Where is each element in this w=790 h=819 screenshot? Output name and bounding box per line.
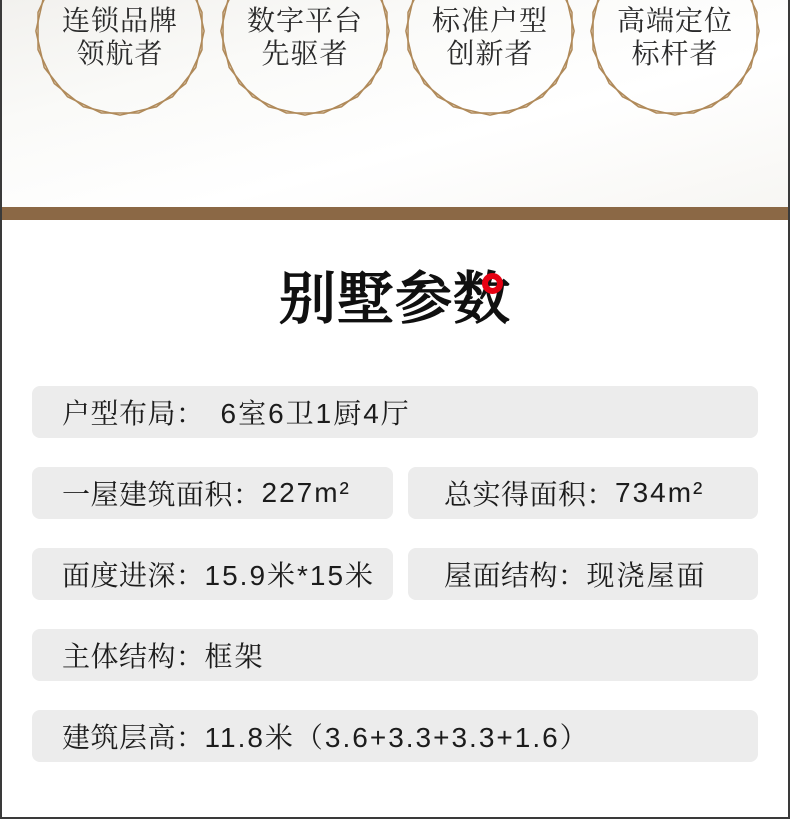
param-row-dimensions xyxy=(32,548,758,600)
badge-line1: 标准户型 xyxy=(431,5,548,36)
param-box-roof xyxy=(408,548,758,600)
badges-section xyxy=(2,0,788,207)
param-label: 面度进深： xyxy=(62,560,205,591)
param-label: 建筑层高： xyxy=(62,722,205,753)
param-box-total-area xyxy=(408,467,758,519)
param-label: 主体结构： xyxy=(62,641,205,672)
param-row-areas xyxy=(32,467,758,519)
badge-line1: 数字平台 xyxy=(246,5,363,36)
villa-params-panel xyxy=(2,220,788,762)
param-value: 227m² xyxy=(261,477,351,508)
param-value: 现浇屋面 xyxy=(586,560,707,591)
param-label: 总实得面积： xyxy=(444,479,616,510)
param-box-floor-height xyxy=(32,710,758,762)
param-row-layout xyxy=(32,386,758,438)
red-ring-icon xyxy=(482,273,503,294)
title-row xyxy=(2,266,788,332)
param-row-structure xyxy=(32,629,758,681)
badge-line2: 创新者 xyxy=(446,38,534,69)
badge-line2: 标杆者 xyxy=(631,38,719,69)
badge-label xyxy=(33,4,207,70)
badge-line1: 高端定位 xyxy=(616,5,733,36)
badge-chain-brand xyxy=(33,0,207,118)
param-value: 734m² xyxy=(615,477,705,508)
param-value: 11.8米（3.6+3.3+3.3+1.6） xyxy=(204,722,590,753)
param-value: 6室6卫1厨4厅 xyxy=(220,398,411,429)
param-box-structure xyxy=(32,629,758,681)
page-title: 别墅参数 xyxy=(279,267,511,331)
badge-label xyxy=(218,4,392,70)
param-value: 框架 xyxy=(204,641,265,672)
badge-digital-platform xyxy=(218,0,392,118)
param-label: 户型布局： xyxy=(62,398,205,429)
param-box-floor-area xyxy=(32,467,393,519)
badge-standard-layout xyxy=(403,0,577,118)
badge-highend-position xyxy=(588,0,762,118)
param-row-floor-height xyxy=(32,710,758,762)
badge-label xyxy=(588,4,762,70)
badge-label xyxy=(403,4,577,70)
param-rows xyxy=(32,386,758,762)
param-label: 一屋建筑面积： xyxy=(62,479,262,510)
param-box-width-depth xyxy=(32,548,393,600)
badge-line1: 连锁品牌 xyxy=(61,5,178,36)
param-label: 屋面结构： xyxy=(444,560,587,591)
badge-line2: 领航者 xyxy=(76,38,164,69)
badge-line2: 先驱者 xyxy=(261,38,349,69)
divider-bar xyxy=(2,207,788,220)
param-box-layout xyxy=(32,386,758,438)
param-value: 15.9米*15米 xyxy=(204,560,376,591)
